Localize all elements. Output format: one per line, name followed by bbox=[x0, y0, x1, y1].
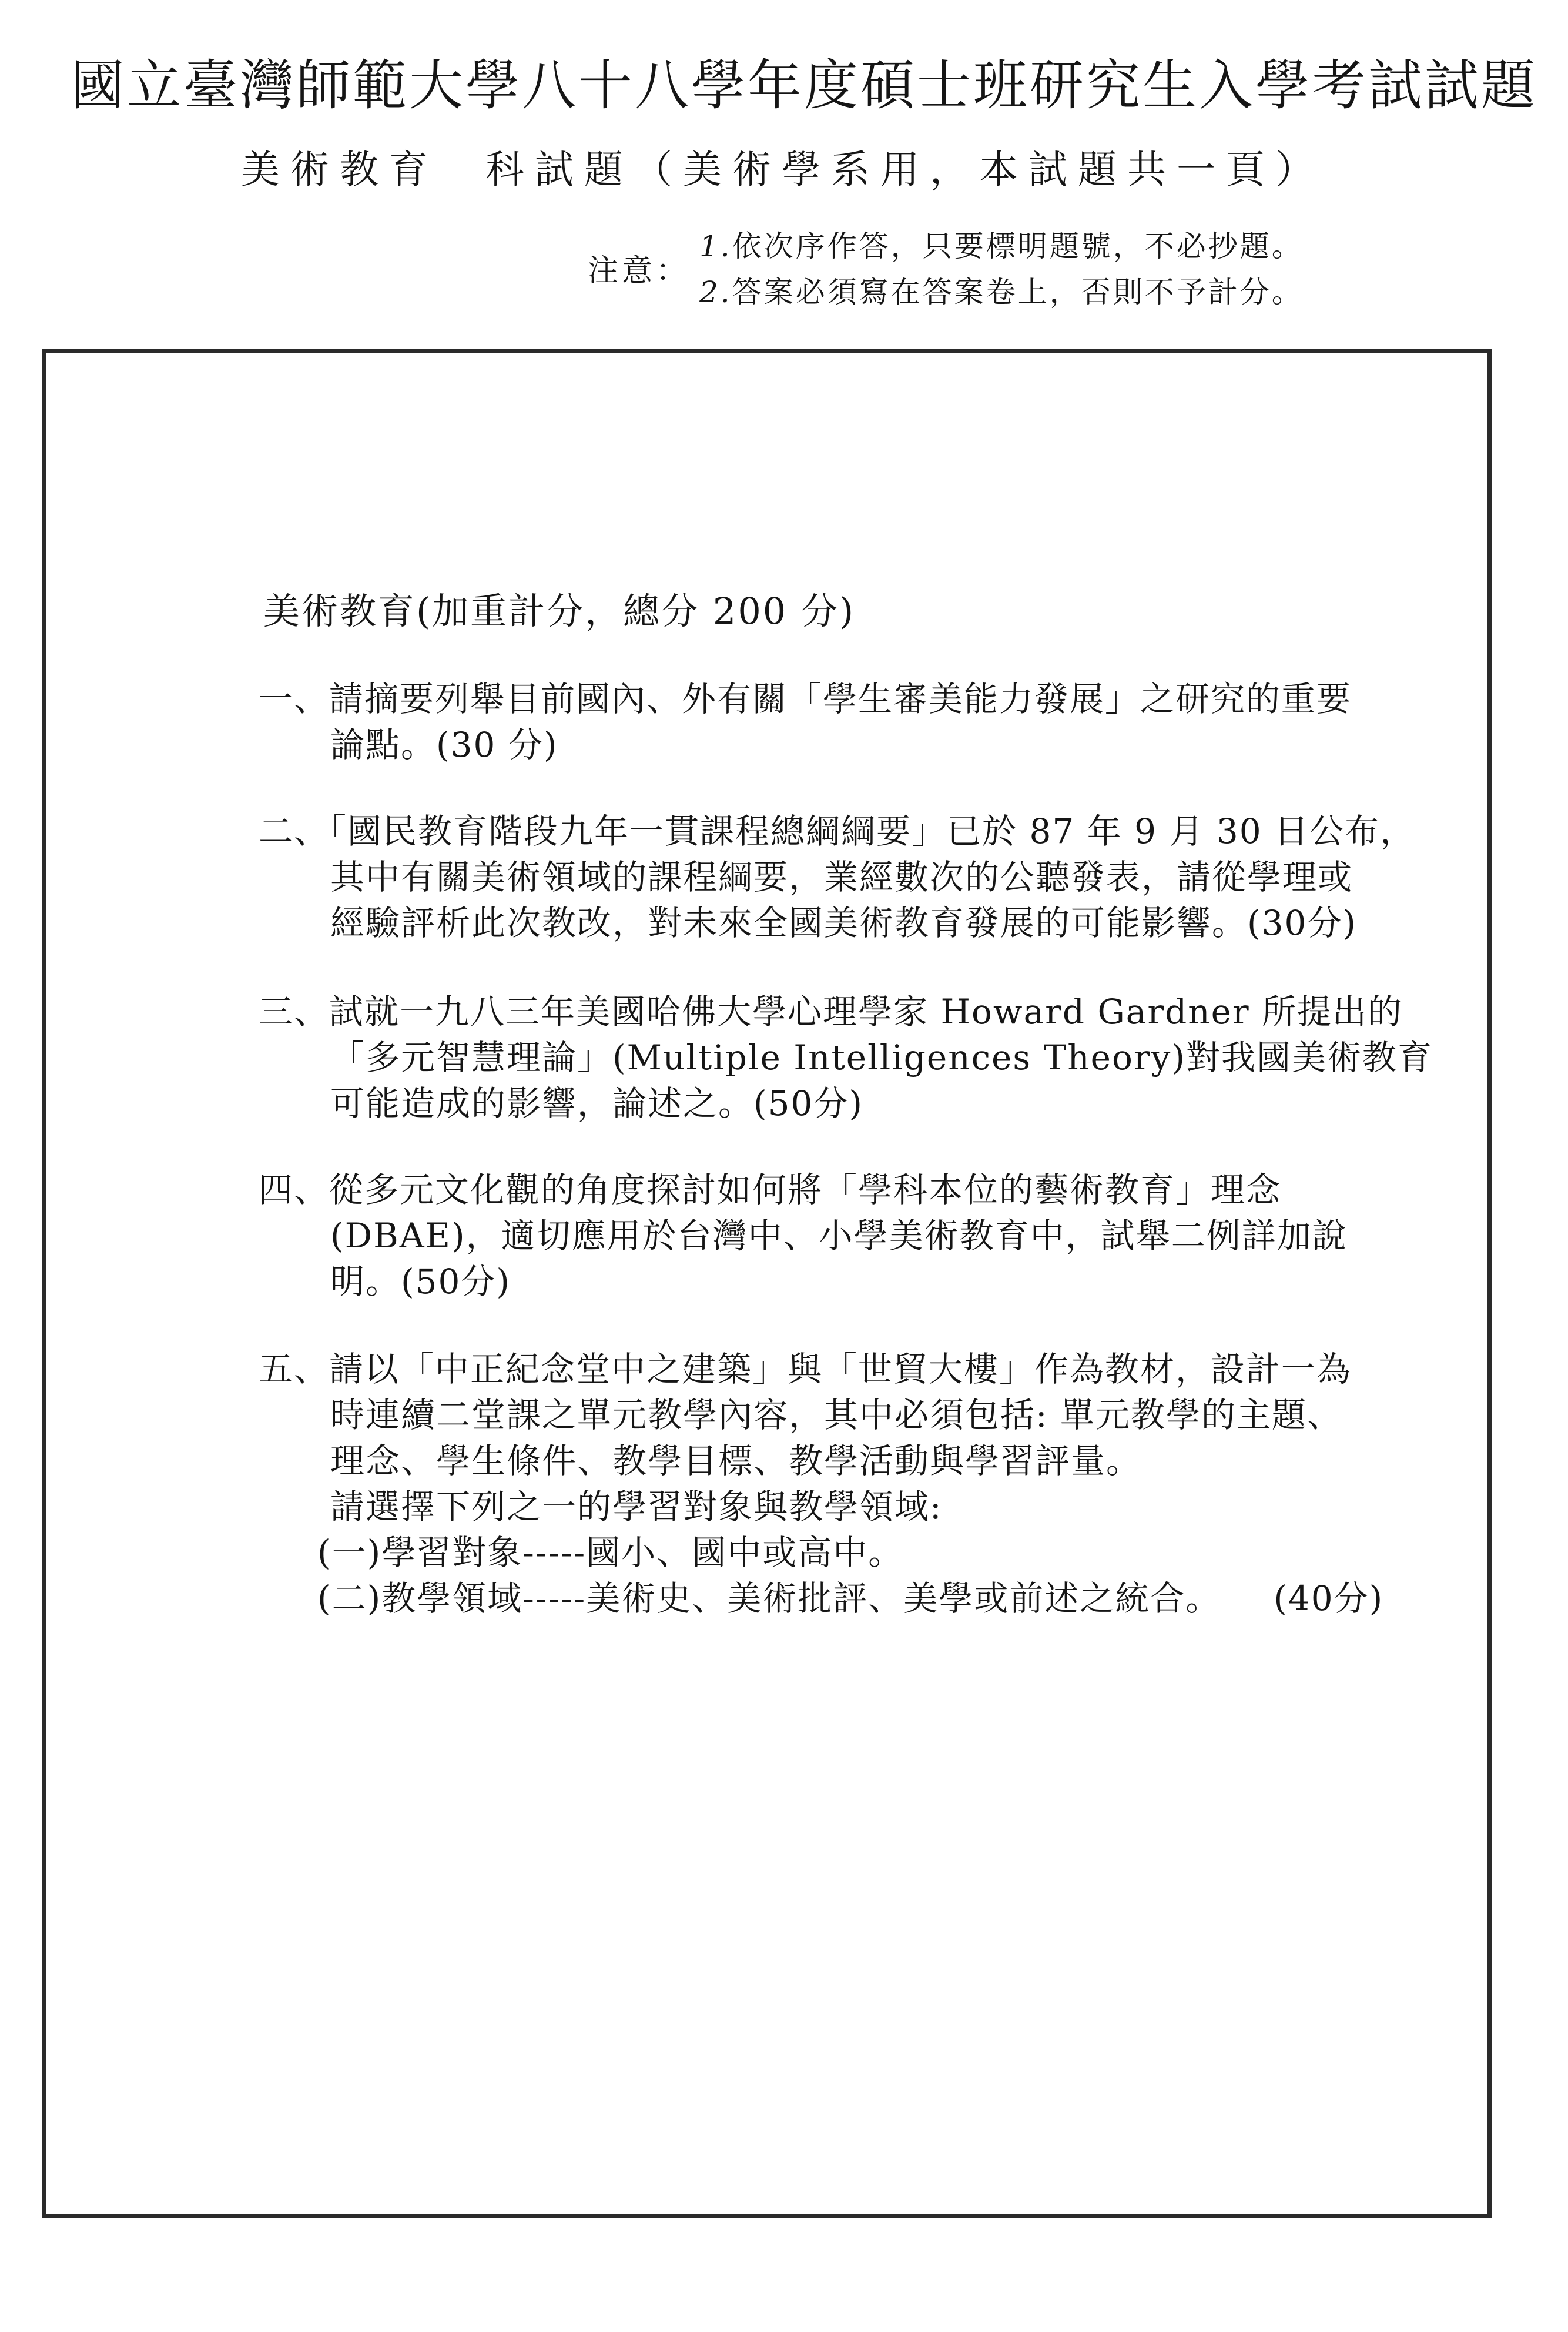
question-line: 二、「國民教育階段九年一貫課程總綱綱要」已於 87 年 9 月 30 日公布， bbox=[259, 811, 1416, 851]
question-line: 其中有關美術領域的課程綱要，業經數次的公聽發表，請從學理或 bbox=[330, 857, 1353, 897]
notice-item-number: 2. bbox=[699, 275, 732, 309]
question-line: 五、請以「中正紀念堂中之建築」與「世貿大樓」作為教材，設計一為 bbox=[259, 1349, 1352, 1389]
notice-item bbox=[699, 269, 1304, 315]
question-line: (一)學習對象-----國小、國中或高中。 bbox=[317, 1533, 904, 1572]
question-line: 一、請摘要列舉目前國內、外有關「學生審美能力發展」之研究的重要 bbox=[259, 679, 1352, 719]
question-1 bbox=[259, 676, 1352, 768]
notice-item-text: 依次序作答，只要標明題號，不必抄題。 bbox=[732, 229, 1304, 263]
question-line: 時連續二堂課之單元教學內容，其中必須包括: 單元教學的主題、 bbox=[330, 1395, 1342, 1435]
notice-item-text: 答案必須寫在答案卷上，否則不予計分。 bbox=[732, 275, 1304, 309]
notice-label: 注意： bbox=[588, 253, 691, 289]
notice-item-number: 1. bbox=[699, 229, 732, 263]
question-line: 經驗評析此次教改，對未來全國美術教育發展的可能影響。(30分) bbox=[330, 903, 1358, 943]
exam-title: 國立臺灣師範大學八十八學年度碩士班研究生入學考試試題 bbox=[71, 54, 1538, 117]
section-heading: 美術教育(加重計分，總分 200 分) bbox=[263, 590, 856, 633]
question-3 bbox=[259, 989, 1433, 1126]
question-line-text: (二)教學領域-----美術史、美術批評、美學或前述之統合。 bbox=[317, 1578, 1221, 1618]
question-line: 四、從多元文化觀的角度探討如何將「學科本位的藝術教育」理念 bbox=[259, 1170, 1282, 1210]
question-line: 理念、學生條件、教學目標、教學活動與學習評量。 bbox=[330, 1441, 1142, 1481]
question-line bbox=[259, 1575, 1383, 1621]
question-score: (40分) bbox=[1274, 1578, 1384, 1618]
subject-note: 科試題（美術學系用，本試題共一頁） bbox=[485, 147, 1325, 192]
question-line: 論點。(30 分) bbox=[330, 725, 558, 765]
subject-name: 美術教育 bbox=[241, 147, 438, 192]
subject-line bbox=[241, 138, 1325, 194]
question-line: 明。(50分) bbox=[330, 1262, 511, 1301]
question-line: 「多元智慧理論」(Multiple Intelligences Theory)對我國美術教育 bbox=[330, 1038, 1433, 1078]
question-5 bbox=[259, 1346, 1383, 1621]
notice-block bbox=[588, 223, 1528, 317]
question-4 bbox=[259, 1167, 1348, 1304]
question-line: 三、試就一九八三年美國哈佛大學心理學家 Howard Gardner 所提出的 bbox=[259, 992, 1403, 1032]
notice-list bbox=[699, 223, 1304, 315]
question-line: 可能造成的影響，論述之。(50分) bbox=[330, 1083, 864, 1123]
question-line: 請選擇下列之一的學習對象與教學領域: bbox=[330, 1487, 943, 1527]
notice-item bbox=[699, 223, 1304, 269]
question-2 bbox=[259, 808, 1415, 946]
question-line: (DBAE)，適切應用於台灣中、小學美術教育中，試舉二例詳加說 bbox=[330, 1216, 1348, 1256]
